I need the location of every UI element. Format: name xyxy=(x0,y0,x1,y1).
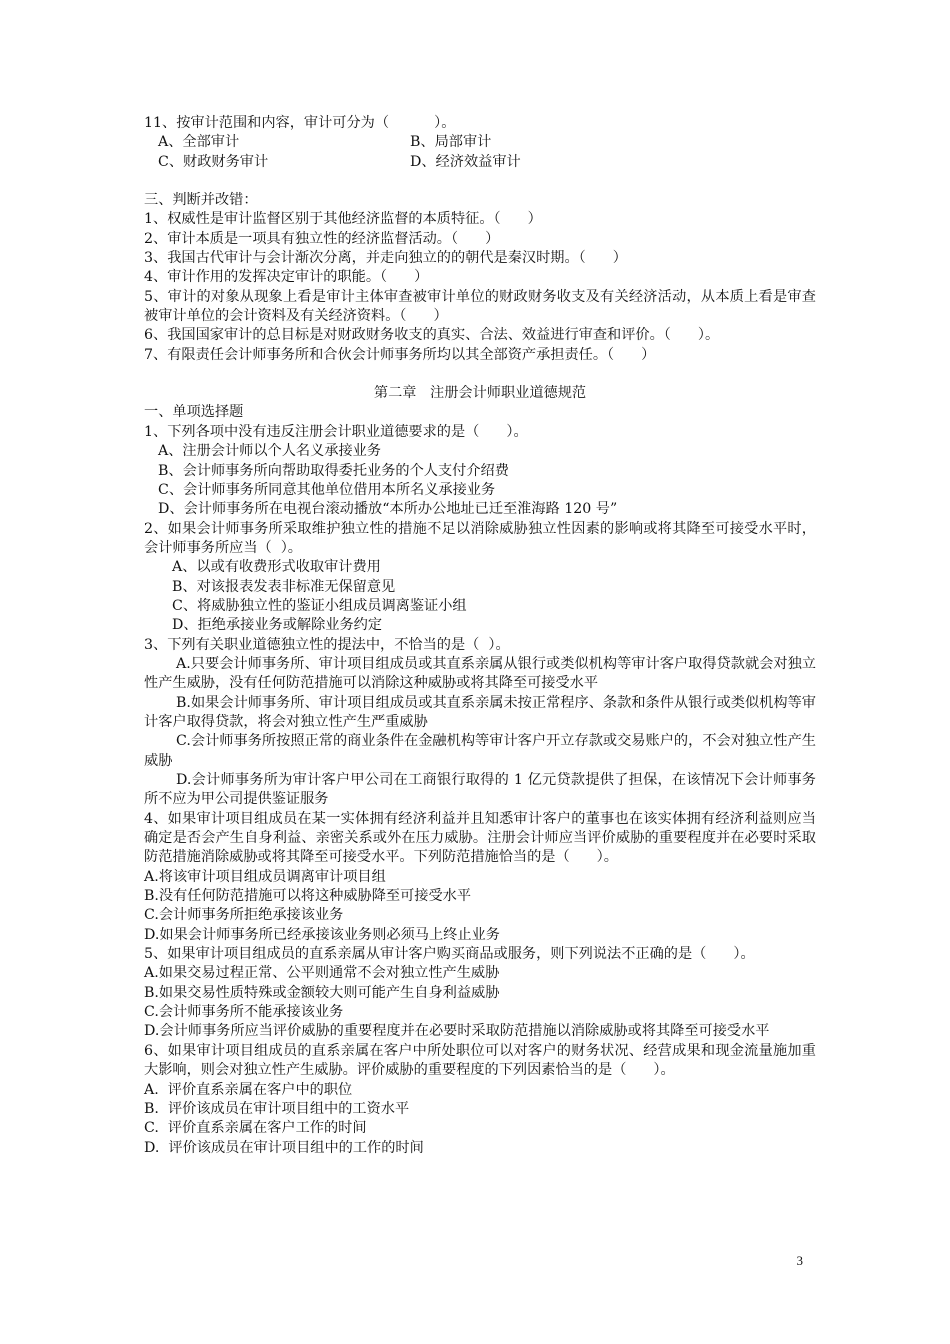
q6-question: 6、如果审计项目组成员的直系亲属在客户中所处职位可以对客户的财务状况、经营成果和现金流量施加重大影响，则会对独立性产生威胁。评价威胁的重要程度的下列因素恰当的是（ ）。 xyxy=(144,1042,816,1079)
document-body xyxy=(144,114,816,1158)
q11-option-b: B、局部审计 xyxy=(410,134,492,151)
q11-options-row1 xyxy=(144,133,816,152)
q5-option: B.如果交易性质特殊或金额较大则可能产生自身利益威胁 xyxy=(144,984,500,1001)
judge-item: 7、有限责任会计师事务所和合伙会计师事务所均以其全部资产承担责任。（ ） xyxy=(144,346,656,363)
q3-option: A.只要会计师事务所、审计项目组成员或其直系亲属从银行或类似机构等审计客户取得贷款就会对独立性产生威胁，没有任何防范措施可以消除这种威胁或将其降至可接受水平 xyxy=(144,655,816,692)
q11-option-d: D、经济效益审计 xyxy=(410,153,521,170)
judge-item: 1、权威性是审计监督区别于其他经济监督的本质特征。（ ） xyxy=(144,211,542,228)
q11-option-a: A、全部审计 xyxy=(158,134,240,151)
q2-option: B、对该报表发表非标准无保留意见 xyxy=(172,578,396,595)
q1-option: A、注册会计师以个人名义承接业务 xyxy=(158,443,382,460)
q6-option: A. 评价直系亲属在客户中的职位 xyxy=(144,1081,353,1098)
q2-question: 2、如果会计师事务所采取维护独立性的措施不足以消除威胁独立性因素的影响或将其降至可接受水平时，会计师事务所应当（ ）。 xyxy=(144,520,816,556)
q5-option: C.会计师事务所不能承接该业务 xyxy=(144,1004,344,1021)
judge-item: 3、我国古代审计与会计渐次分离，并走向独立的的朝代是秦汉时期。（ ） xyxy=(144,250,627,267)
q4-option: B.没有任何防范措施可以将这种威胁降至可接受水平 xyxy=(144,888,472,905)
q4-option: D.如果会计师事务所已经承接该业务则必须马上终止业务 xyxy=(144,926,500,943)
q1-option: D、会计师事务所在电视台滚动播放“本所办公地址已迁至淮海路 120 号” xyxy=(158,501,618,518)
q6-option: B. 评价该成员在审计项目组中的工资水平 xyxy=(144,1100,410,1117)
q6-option: C. 评价直系亲属在客户工作的时间 xyxy=(144,1120,367,1137)
q4-option: A.将该审计项目组成员调离审计项目组 xyxy=(144,868,386,885)
judge-item: 6、我国国家审计的总目标是对财政财务收支的真实、合法、效益进行审查和评价。（ ）。 xyxy=(144,327,720,344)
q1-option: C、会计师事务所同意其他单位借用本所名义承接业务 xyxy=(158,481,496,498)
q11-options-row2 xyxy=(144,153,816,172)
q3-option: D.会计师事务所为审计客户甲公司在工商银行取得的 1 亿元贷款提供了担保，在该情况下会计师事务所不应为甲公司提供鉴证服务 xyxy=(144,772,816,808)
section3-title: 三、判断并改错： xyxy=(144,192,258,209)
q2-option: A、以或有收费形式收取审计费用 xyxy=(172,559,381,576)
q5-option: A.如果交易过程正常、公平则通常不会对独立性产生威胁 xyxy=(144,965,500,982)
q6-option: D. 评价该成员在审计项目组中的工作的时间 xyxy=(144,1139,424,1156)
q4-question: 4、如果审计项目组成员在某一实体拥有经济利益并且知悉审计客户的董事也在该实体拥有经济利益则应当确定是否会产生自身利益、亲密关系或外在压力威胁。注册会计师应当评价威胁的重要程度并在必要时采取防范措施消除威胁或将其降至可接受水平。下列防范措施恰当的是（ ）。 xyxy=(144,810,816,866)
chapter-title: 第二章 注册会计师职业道德规范 xyxy=(373,385,587,402)
q2-option: C、将威胁独立性的鉴证小组成员调离鉴证小组 xyxy=(172,597,467,614)
q2-option: D、拒绝承接业务或解除业务约定 xyxy=(172,617,383,634)
section-title: 一、单项选择题 xyxy=(144,404,244,421)
q5-question: 5、如果审计项目组成员的直系亲属从审计客户购买商品或服务，则下列说法不正确的是（ ）。 xyxy=(144,946,755,963)
q4-option: C.会计师事务所拒绝承接该业务 xyxy=(144,907,344,924)
q5-option: D.会计师事务所应当评价威胁的重要程度并在必要时采取防范措施以消除威胁或将其降至可接受水平 xyxy=(144,1023,770,1040)
q3-option: B.如果会计师事务所、审计项目组成员或其直系亲属未按正常程序、条款和条件从银行或类似机构等审计客户取得贷款，将会对独立性产生严重威胁 xyxy=(144,694,816,730)
q1-option: B、会计师事务所向帮助取得委托业务的个人支付介绍费 xyxy=(158,462,509,479)
q11-option-c: C、财政财务审计 xyxy=(158,153,269,170)
judge-item: 4、审计作用的发挥决定审计的职能。（ ） xyxy=(144,269,429,286)
page-number: 3 xyxy=(796,1253,803,1268)
q3-question: 3、下列有关职业道德独立性的提法中，不恰当的是（ ）。 xyxy=(144,636,510,653)
q11-question: 11、按审计范围和内容，审计可分为（ ）。 xyxy=(144,115,456,131)
q1-question: 1、下列各项中没有违反注册会计职业道德要求的是（ ）。 xyxy=(144,423,528,440)
judge-item: 5、审计的对象从现象上看是审计主体审查被审计单位的财政财务收支及有关经济活动，从本质上看是审查被审计单位的会计资料及有关经济资料。（ ） xyxy=(144,288,816,325)
q3-option: C.会计师事务所按照正常的商业条件在金融机构等审计客户开立存款或交易账户的，不会对独立性产生威胁 xyxy=(144,733,816,769)
judge-item: 2、审计本质是一项具有独立性的经济监督活动。（ ） xyxy=(144,230,500,247)
